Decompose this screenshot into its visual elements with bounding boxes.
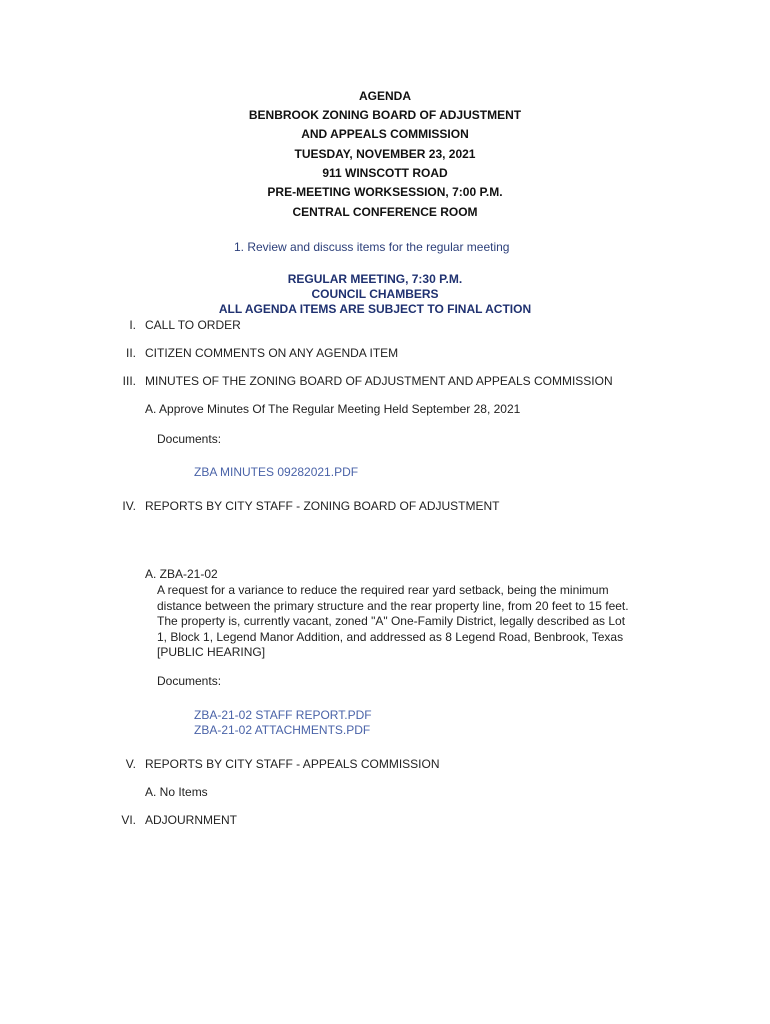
meeting-address: 911 WINSCOTT ROAD	[322, 166, 448, 180]
zba-case-title: A. ZBA-21-02	[145, 567, 218, 581]
section-number: VI.	[121, 813, 136, 827]
pre-meeting-item: 1. Review and discuss items for the regular meeting	[234, 240, 510, 254]
description-line: The property is, currently vacant, zoned "A" One-Family District, legally described as Lot	[157, 614, 626, 628]
documents-label: Documents:	[157, 432, 222, 446]
agenda-title: AGENDA	[358, 89, 411, 103]
pre-meeting-room: CENTRAL CONFERENCE ROOM	[292, 205, 478, 219]
appeals-item: A. No Items	[145, 785, 208, 799]
zba-case-description	[157, 583, 647, 661]
minutes-pdf-link[interactable]: ZBA MINUTES 09282021.PDF	[194, 465, 359, 479]
section-title: ADJOURNMENT	[145, 813, 237, 827]
section-number: I.	[129, 318, 136, 332]
description-line: [PUBLIC HEARING]	[157, 645, 266, 659]
regular-meeting-room: COUNCIL CHAMBERS	[311, 287, 439, 301]
regular-meeting-time: REGULAR MEETING, 7:30 P.M.	[287, 272, 463, 286]
board-name-line-2: AND APPEALS COMMISSION	[301, 127, 469, 141]
meeting-date: TUESDAY, NOVEMBER 23, 2021	[294, 147, 476, 161]
description-line: 1, Block 1, Legend Manor Addition, and addressed as 8 Legend Road, Benbrook, Texas	[157, 629, 624, 644]
final-action-notice: ALL AGENDA ITEMS ARE SUBJECT TO FINAL ACTION	[218, 302, 532, 316]
staff-report-pdf-link[interactable]: ZBA-21-02 STAFF REPORT.PDF	[194, 708, 372, 722]
description-line: distance between the primary structure and the rear property line, from 20 feet to 15 feet.	[157, 598, 629, 613]
board-name-line-1: BENBROOK ZONING BOARD OF ADJUSTMENT	[248, 108, 522, 122]
section-number: IV.	[122, 499, 136, 513]
documents-label: Documents:	[157, 674, 222, 688]
section-title: CALL TO ORDER	[145, 318, 241, 332]
section-number: III.	[122, 374, 136, 388]
section-number: V.	[125, 757, 136, 771]
section-title: MINUTES OF THE ZONING BOARD OF ADJUSTMENT AND APPEALS COMMISSION	[145, 374, 613, 388]
section-number: II.	[125, 346, 136, 360]
description-line: A request for a variance to reduce the required rear yard setback, being the minimum	[157, 583, 609, 597]
attachments-pdf-link[interactable]: ZBA-21-02 ATTACHMENTS.PDF	[194, 723, 371, 737]
section-title: REPORTS BY CITY STAFF - APPEALS COMMISSION	[145, 757, 440, 771]
section-title: CITIZEN COMMENTS ON ANY AGENDA ITEM	[145, 346, 399, 360]
section-title: REPORTS BY CITY STAFF - ZONING BOARD OF ADJUSTMENT	[145, 499, 500, 513]
minutes-approval-item: A. Approve Minutes Of The Regular Meeting Held September 28, 2021	[145, 402, 521, 416]
pre-meeting-time: PRE-MEETING WORKSESSION, 7:00 P.M.	[267, 185, 503, 199]
